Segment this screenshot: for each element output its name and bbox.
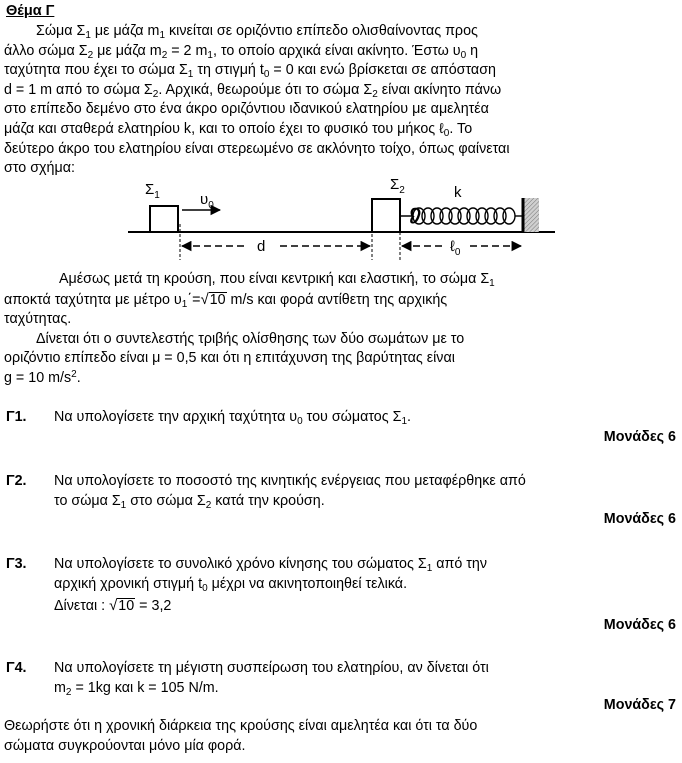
- collision-line: Δίνεται ότι ο συντελεστής τριβής ολίσθησης των δύο σωμάτων με το: [36, 330, 465, 347]
- question-text: Να υπολογίσετε την αρχική ταχύτητα $\upsilon_0$ του σώματος $\Sigma_1$.: [54, 409, 411, 427]
- question-text: Να υπολογίσετε το συνολικό χρόνο κίνησης του σώματος $\Sigma_1$ από την: [54, 556, 488, 574]
- marks-label: Μονάδες 6: [603, 511, 676, 527]
- collision-paragraph: [4, 270, 676, 389]
- spring: [400, 209, 420, 223]
- marks-label: Μονάδες 7: [603, 697, 676, 713]
- sigma1-label: $\Sigma_1$: [145, 181, 160, 201]
- footer-note: [4, 717, 676, 756]
- d-label: d: [257, 238, 266, 255]
- k-label: k: [454, 184, 462, 201]
- section-heading: Θέμα Γ: [6, 3, 55, 19]
- question-text: αρχική χρονική στιγμή $t_0$ μέχρι να ακινητοποιηθεί τελικά.: [54, 575, 408, 594]
- intro-line: d = 1 m από το σώμα $\Sigma_2$. Αρχικά, θεωρούμε ότι το σώμα $\Sigma_2$ είναι ακίνητο πάνω: [4, 81, 502, 100]
- intro-line: δεύτερο άκρο του ελατηρίου είναι στερεωμένο σε ακλόνητο τοίχο, όπως φαίνεται: [4, 140, 510, 157]
- question-g3: [4, 555, 676, 633]
- question-g2: [4, 472, 676, 527]
- question-text: Να υπολογίσετε τη μέγιστη συσπείρωση του ελατηρίου, αν δίνεται ότι: [54, 660, 489, 676]
- question-text: το σώμα $\Sigma_1$ στο σώμα $\Sigma_2$ κατά την κρούση.: [54, 492, 325, 511]
- intro-line: στο επίπεδο δεμένο στο ένα άκρο οριζόντιου ιδανικού ελατηρίου με αμελητέα: [4, 101, 489, 118]
- collision-line: Αμέσως μετά τη κρούση, που είναι κεντρική και ελαστική, το σώμα $\Sigma_1$: [59, 271, 495, 289]
- intro-line: ταχύτητα που έχει το σώμα $\Sigma_1$ τη στιγμή $t_0 = 0$ και ενώ βρίσκεται σε απόσταση: [4, 62, 496, 81]
- footer-line: Θεωρήστε ότι η χρονική διάρκεια της κρούσης είναι αμελητέα και ότι τα δύο: [4, 718, 478, 734]
- question-g4: [4, 659, 676, 713]
- intro-line: Σώμα $\Sigma_1$ με μάζα $m_1$ κινείται σε οριζόντιο επίπεδο ολισθαίνοντας προς: [36, 23, 478, 41]
- intro-line: στο σχήμα:: [4, 160, 75, 177]
- spring-coils: [413, 208, 522, 224]
- intro-paragraph: [4, 22, 676, 179]
- intro-line: άλλο σώμα $\Sigma_2$ με μάζα $m_2 = 2$ $m_1$, το οποίο αρχικά είναι ακίνητο. Έστω $\upsilon_0$ η: [4, 42, 479, 61]
- question-text: Να υπολογίσετε το ποσοστό της κινητικής ενέργειας που μεταφέρθηκε από: [54, 473, 526, 489]
- collision-line: g = 10 $m/s^2$.: [4, 368, 81, 386]
- collision-line: αποκτά ταχύτητα με μέτρο $\upsilon_1΄=√10$ m/s και φορά αντίθετη της αρχικής: [4, 290, 448, 310]
- collision-line: ταχύτητας.: [4, 311, 72, 328]
- v0-label: $\upsilon_0$: [200, 191, 214, 211]
- intro-line: μάζα και σταθερά ελατηρίου k, και το οποίο έχει το φυσικό του μήκος ℓ$_0$. Το: [4, 120, 473, 139]
- sigma2-label: $\Sigma_2$: [390, 176, 405, 196]
- question-number: Γ4.: [6, 660, 27, 676]
- question-g1: [4, 408, 676, 445]
- setup-diagram: [4, 176, 676, 268]
- footer-line: σώματα συγκρούονται μόνο μία φορά.: [4, 737, 246, 754]
- l0-label: ℓ$_0$: [450, 238, 461, 258]
- wall-hatch: [523, 198, 539, 232]
- question-text: Δίνεται : √10 = 3,2: [54, 597, 172, 615]
- question-number: Γ1.: [6, 409, 27, 425]
- marks-label: Μονάδες 6: [603, 617, 676, 633]
- block-sigma1: [150, 206, 178, 232]
- question-number: Γ2.: [6, 473, 27, 489]
- marks-label: Μονάδες 6: [603, 429, 676, 445]
- question-text: $m_2 = 1kg$ και k = 105 N/m.: [54, 679, 219, 698]
- block-sigma2: [372, 199, 400, 232]
- question-number: Γ3.: [6, 556, 27, 572]
- collision-line: οριζόντιο επίπεδο είναι μ = 0,5 και ότι η επιτάχυνση της βαρύτητας είναι: [4, 350, 455, 367]
